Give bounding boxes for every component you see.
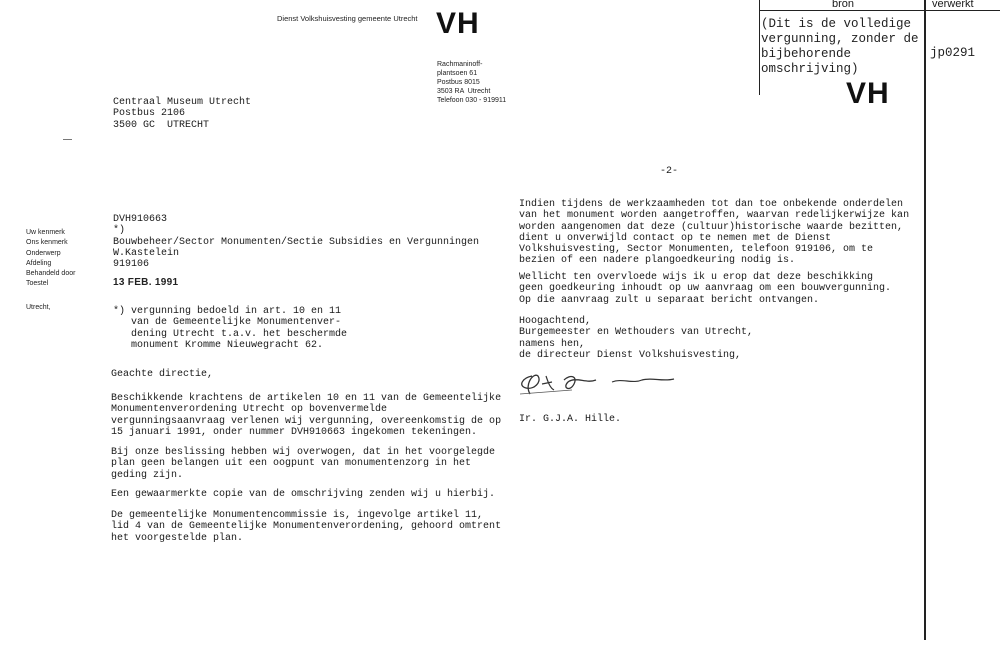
body-line: van het monument worden aangetroffen, waarvan redelijkerwijze kan bbox=[519, 210, 910, 222]
closing-line: Hoogachtend, bbox=[519, 316, 592, 327]
body-line: het voorgestelde plan. bbox=[111, 532, 244, 544]
body-line: Op die aanvraag zult u separaat bericht ontvangen. bbox=[519, 294, 820, 306]
closing-line: de directeur Dienst Volkshuisvesting, bbox=[519, 349, 742, 361]
archive-box-divider bbox=[924, 0, 926, 640]
footnote bbox=[113, 306, 347, 351]
value-handled-by: W.Kastelein bbox=[113, 247, 180, 259]
label-toestel: Toestel bbox=[26, 280, 49, 288]
body-line: Indien tijdens de werkzaamheden tot dan toe onbekende onderdelen bbox=[519, 199, 904, 210]
closing-line: namens hen, bbox=[519, 338, 586, 350]
paragraph-building-permit bbox=[519, 272, 891, 306]
value-subject: *) bbox=[113, 225, 126, 237]
recipient-line: Centraal Museum Utrecht bbox=[113, 97, 252, 108]
body-line: geding zijn. bbox=[111, 469, 184, 481]
body-line: Een gewaarmerkte copie van de omschrijving zenden wij u hierbij. bbox=[111, 489, 496, 500]
signer-name: Ir. G.J.A. Hille. bbox=[519, 414, 622, 425]
signature bbox=[512, 364, 682, 404]
label-afdeling: Afdeling bbox=[26, 259, 52, 267]
archive-header-verwerkt: verwerkt bbox=[932, 0, 974, 10]
note-line: omschrijving) bbox=[761, 62, 859, 76]
body-line: geen goedkeuring inhoudt op uw aanvraag om een bouwvergunning. bbox=[519, 283, 892, 295]
closing bbox=[519, 316, 753, 361]
address-line: Rachmaninoff- bbox=[437, 61, 483, 68]
body-line: plan geen belangen uit een oogpunt van monumentenzorg in het bbox=[111, 458, 472, 470]
address-line: Telefoon 030 - 919911 bbox=[437, 97, 507, 104]
archive-header-bron: bron bbox=[832, 0, 855, 10]
date-stamp: 13 FEB. 1991 bbox=[113, 277, 179, 288]
closing-line: Burgemeester en Wethouders van Utrecht, bbox=[519, 327, 754, 339]
body-line: Volkshuisvesting, Sector Monumenten, telefoon 919106, om te bbox=[519, 244, 874, 256]
paragraph-commission bbox=[111, 510, 501, 544]
note-line: vergunning, zonder de bbox=[761, 32, 919, 46]
label-behandeld-door: Behandeld door bbox=[26, 270, 76, 278]
recipient-line: Postbus 2106 bbox=[113, 108, 186, 120]
page-number: -2- bbox=[660, 166, 679, 177]
label-ons-kenmerk: Ons kenmerk bbox=[26, 239, 68, 247]
paragraph-decision bbox=[111, 393, 501, 438]
value-extension: 919106 bbox=[113, 259, 150, 271]
salutation: Geachte directie, bbox=[111, 369, 214, 380]
body-line: De gemeentelijke Monumentencommissie is, ingevolge artikel 11, bbox=[111, 510, 484, 521]
fold-mark bbox=[63, 139, 72, 140]
archive-box-left-rule bbox=[759, 0, 760, 95]
value-department: Bouwbeheer/Sector Monumenten/Sectie Subsidies en Vergunningen bbox=[113, 236, 480, 248]
archive-box-top-rule bbox=[759, 10, 1000, 11]
paragraph-discoveries bbox=[519, 199, 909, 267]
footnote-line: monument Kromme Nieuwegracht 62. bbox=[113, 339, 324, 351]
reference-values bbox=[113, 214, 479, 270]
body-line: 15 januari 1991, onder nummer DVH910663 ingekomen tekeningen. bbox=[111, 426, 478, 438]
body-line: lid 4 van de Gemeentelijke Monumentenverordening, gehoord omtrent bbox=[111, 521, 502, 533]
value-reference-number: DVH910663 bbox=[113, 214, 168, 225]
paragraph-enclosure bbox=[111, 489, 495, 500]
date-label: Utrecht, bbox=[26, 304, 51, 311]
sender-address bbox=[437, 60, 506, 105]
archive-note bbox=[761, 17, 919, 77]
vh-logo: VH bbox=[436, 7, 480, 40]
label-onderwerp: Onderwerp bbox=[26, 249, 61, 257]
body-line: bezien of een nadere plangoedkeuring nodig is. bbox=[519, 255, 796, 267]
archive-vh-stamp: VH bbox=[846, 77, 890, 110]
body-line: Monumentenverordening Utrecht op bovenvermelde bbox=[111, 404, 388, 416]
body-line: dient u onverwijld contact op te nemen met de Dienst bbox=[519, 232, 832, 244]
body-line: vergunningsaanvraag verlenen wij vergunning, overeenkomstig de op bbox=[111, 415, 502, 427]
organization-name: Dienst Volkshuisvesting gemeente Utrecht bbox=[277, 14, 418, 23]
recipient-address bbox=[113, 97, 251, 131]
reference-labels bbox=[26, 228, 75, 290]
label-uw-kenmerk: Uw kenmerk bbox=[26, 229, 65, 236]
note-line: bijbehorende bbox=[761, 47, 852, 61]
archive-code: jp0291 bbox=[930, 46, 976, 60]
note-line: (Dit is de volledige bbox=[761, 17, 912, 31]
footnote-line: *) vergunning bedoeld in art. 10 en 11 bbox=[113, 306, 342, 317]
address-line: plantsoen 61 bbox=[437, 70, 478, 77]
address-line: 3503 RA Utrecht bbox=[437, 88, 491, 95]
body-line: Beschikkende krachtens de artikelen 10 en 11 van de Gemeentelijke bbox=[111, 393, 502, 404]
body-line: worden aangenomen dat deze (cultuur)historische waarde bezitten, bbox=[519, 221, 904, 233]
footnote-line: dening Utrecht t.a.v. het beschermde bbox=[113, 328, 348, 340]
address-line: Postbus 8015 bbox=[437, 79, 480, 86]
paragraph-considerations bbox=[111, 447, 495, 481]
body-line: Bij onze beslissing hebben wij overwogen, dat in het voorgelegde bbox=[111, 447, 496, 458]
recipient-line: 3500 GC UTRECHT bbox=[113, 119, 210, 131]
footnote-line: van de Gemeentelijke Monumentenver- bbox=[113, 317, 342, 329]
body-line: Wellicht ten overvloede wijs ik u erop dat deze beschikking bbox=[519, 272, 874, 283]
